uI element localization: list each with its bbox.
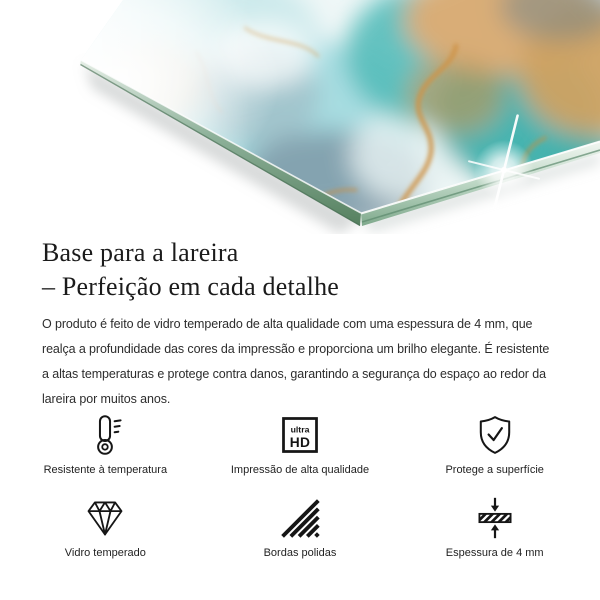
feature-tempered-glass [8,495,203,560]
feature-label: Bordas polidas [263,547,337,559]
page-title-line1: Base para a lareira [42,238,239,267]
thickness-icon [473,496,517,540]
feature-label: Vidro temperado [64,547,146,559]
shield-check-icon [473,413,517,457]
feature-thickness [397,495,592,560]
diamond-icon [83,496,127,540]
feature-temperature-resistant [8,412,203,477]
feature-label: Protege a superfície [445,464,544,476]
product-photo-glass-panel [0,0,600,234]
page-title-line2: – Perfeição em cada detalhe [42,272,340,301]
ultra-hd-icon [278,413,322,457]
thermometer-icon [83,413,127,457]
ultra-hd-text-big: HD [289,434,311,450]
feature-print-quality [203,412,398,477]
feature-label: Impressão de alta qualidade [230,464,370,476]
feature-label: Resistente à temperatura [43,464,168,476]
hero-section [0,0,600,234]
polished-edges-icon [278,496,322,540]
ultra-hd-text-small: ultra [290,424,310,435]
feature-polished-edges [203,495,398,560]
feature-label: Espessura de 4 mm [445,547,544,559]
product-description: O produto é feito de vidro temperado de alta qualidade com uma espessura de 4 mm, que realça a profundidade das cores da impressão e proporciona um brilho elegante. É resistente a altas temperaturas e protege contra danos, garantindo a segurança do espaço ao redor da lareira por muitos anos. [42,317,550,406]
page-title [0,236,600,304]
features-grid [0,412,600,560]
feature-surface-protection [397,412,592,477]
